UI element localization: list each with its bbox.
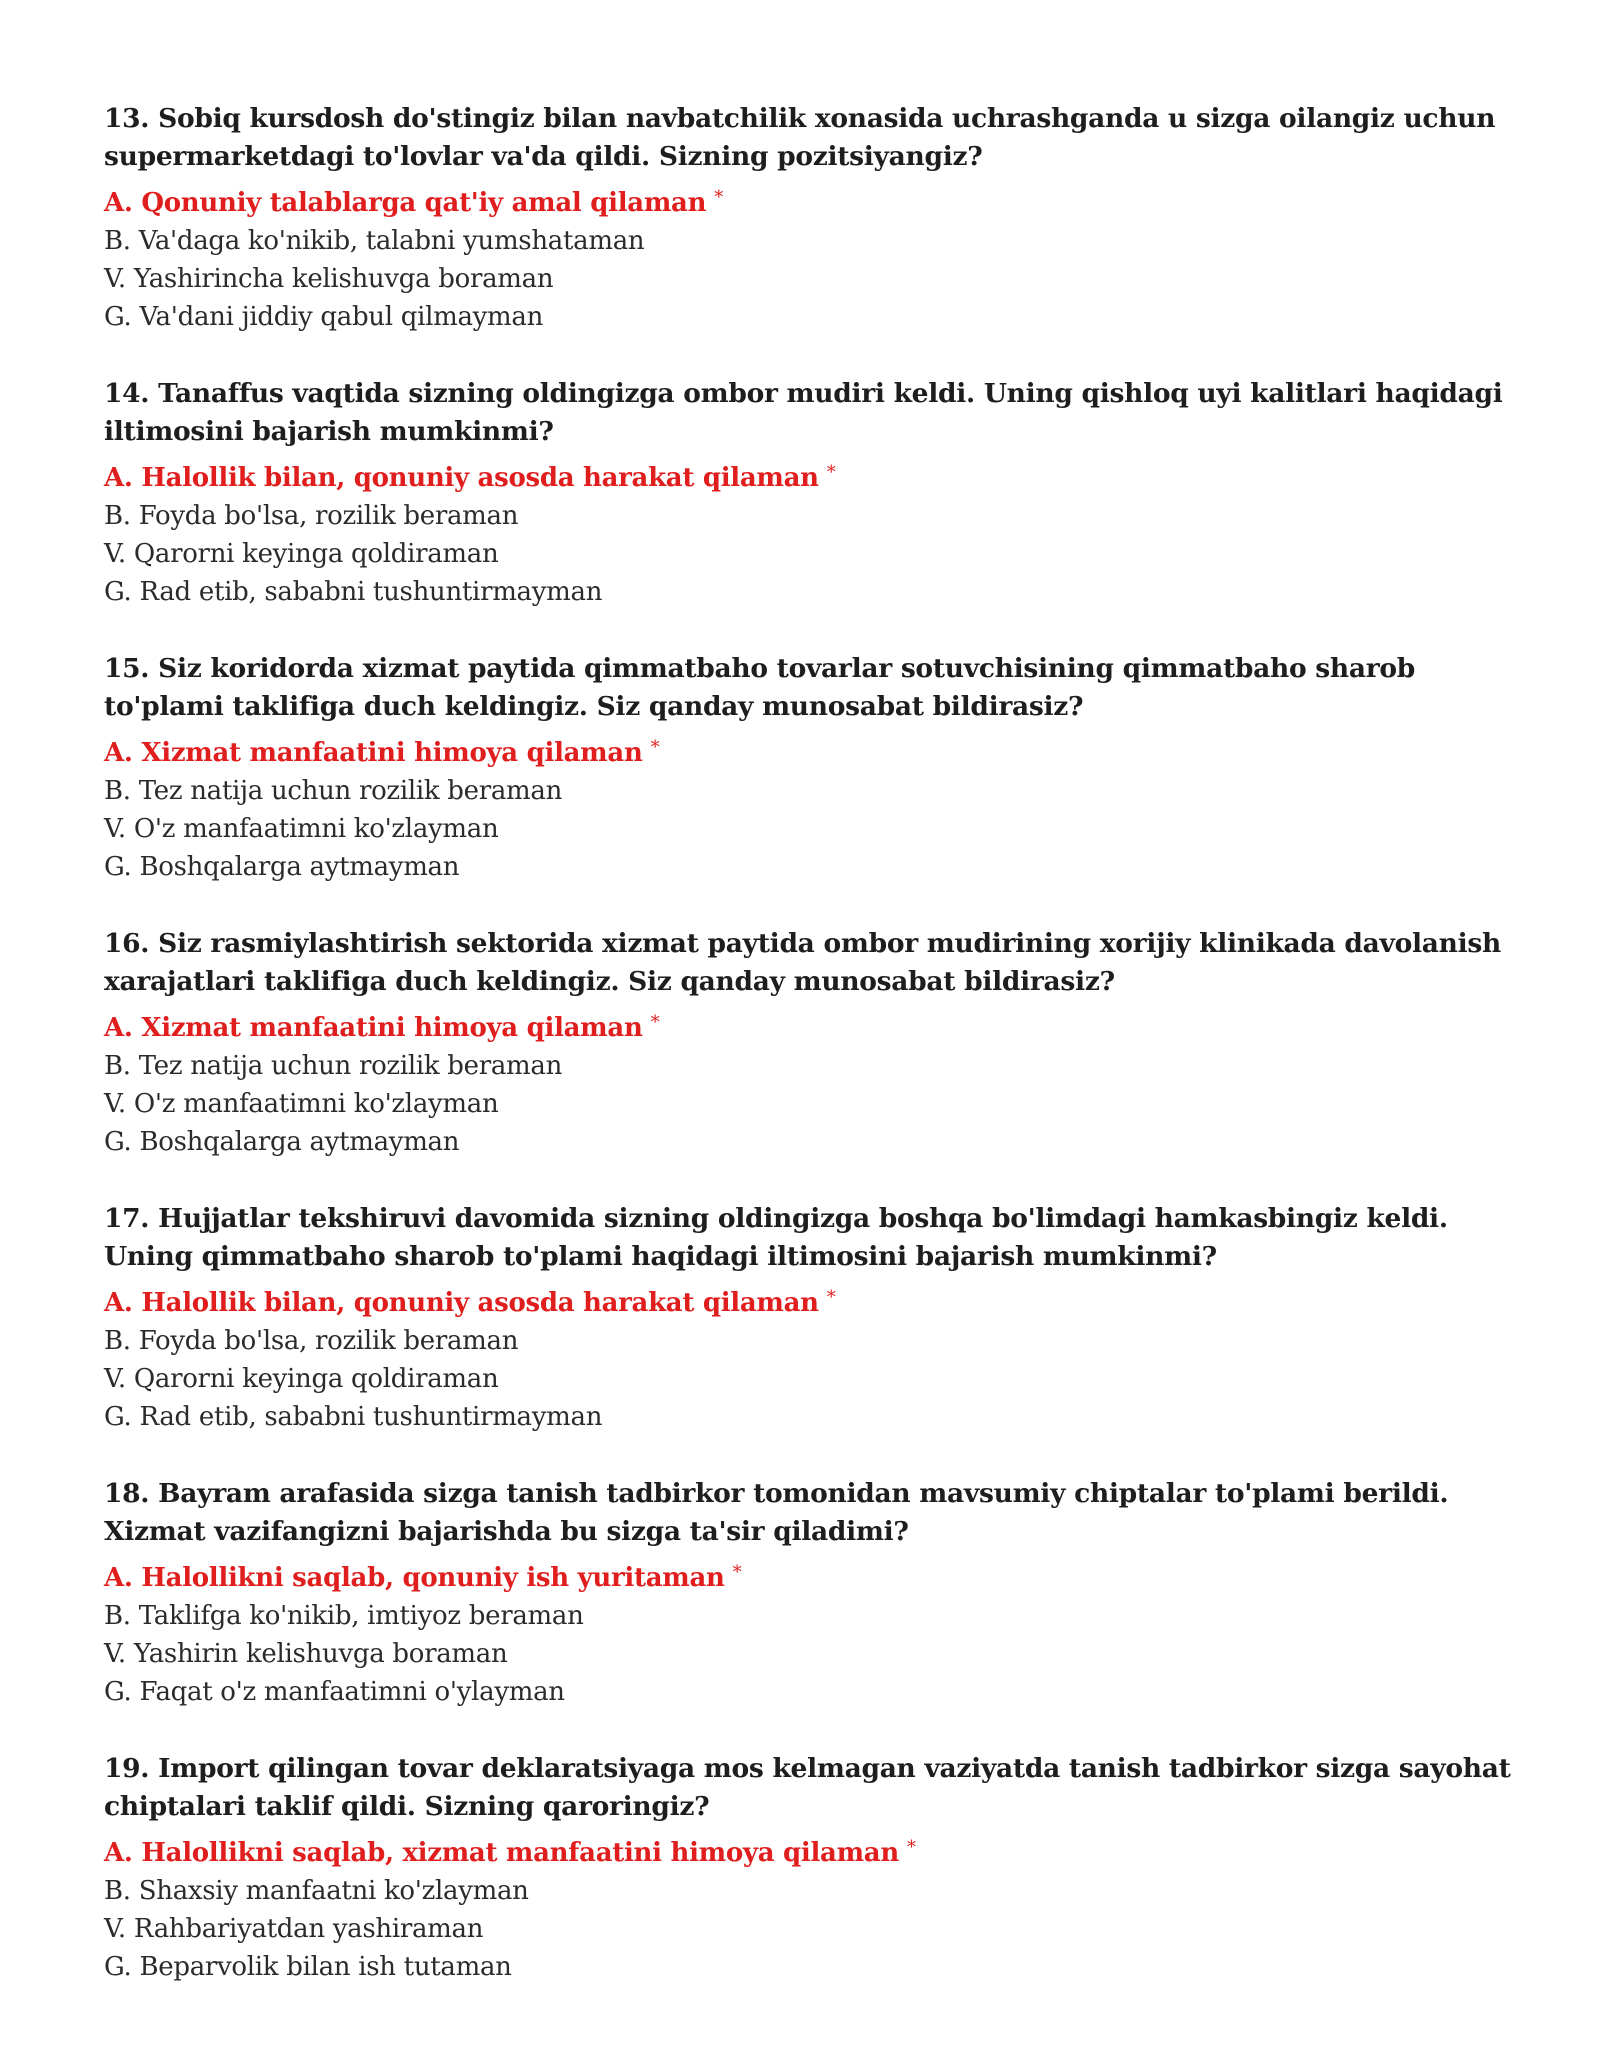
correct-mark: * [826,462,836,483]
answer-option-g: G. Rad etib, sababni tushuntirmayman [104,1402,603,1432]
answer-option-v: V. Yashirin kelishuvga boraman [104,1639,508,1669]
quiz-page [104,100,1524,2025]
answer-option-g: G. Rad etib, sababni tushuntirmayman [104,577,603,607]
answer-option-b: B. Tez natija uchun rozilik beraman [104,1051,563,1081]
correct-mark: * [826,1287,836,1308]
answer-option-v: V. O'z manfaatimni ko'zlayman [104,1089,499,1119]
correct-answer [104,1279,1524,1322]
question-text: 17. Hujjatlar tekshiruvi davomida sizning oldingizga boshqa bo'limdagi hamkasbingiz keldi. Uning qimmatbaho sharob to'plami haqidagi iltimosini bajarish mumkinmi? [104,1203,1448,1272]
correct-mark: * [650,737,660,758]
answer-option-g: G. Faqat o'z manfaatimni o'ylayman [104,1677,565,1707]
answer-option-b: B. Foyda bo'lsa, rozilik beraman [104,1326,519,1356]
answer-label: A. Halollikni saqlab, xizmat manfaatini himoya qilaman [104,1838,899,1868]
correct-mark: * [714,187,723,208]
answer-option-b: B. Tez natija uchun rozilik beraman [104,776,563,806]
question-14 [104,375,1524,611]
question-16 [104,925,1524,1161]
correct-answer [104,1004,1524,1047]
question-15 [104,650,1524,886]
answer-option-b: B. Va'daga ko'nikib, talabni yumshataman [104,226,645,256]
question-text: 14. Tanaffus vaqtida sizning oldingizga ombor mudiri keldi. Uning qishloq uyi kalitlari haqidagi iltimosini bajarish mumkinmi? [104,378,1503,447]
correct-answer [104,179,1524,222]
answer-option-v: V. Qarorni keyinga qoldiraman [104,539,499,569]
answer-option-g: G. Boshqalarga aytmayman [104,1127,460,1157]
correct-answer [104,1829,1524,1872]
correct-answer [104,1554,1524,1597]
answer-option-g: G. Va'dani jiddiy qabul qilmayman [104,302,544,332]
answer-option-v: V. Qarorni keyinga qoldiraman [104,1364,499,1394]
answer-option-b: B. Foyda bo'lsa, rozilik beraman [104,501,519,531]
correct-mark: * [732,1562,742,1583]
answer-label: A. Xizmat manfaatini himoya qilaman [104,1013,643,1043]
answer-label: A. Halollik bilan, qonuniy asosda harakat qilaman [104,1288,819,1318]
question-text: 16. Siz rasmiylashtirish sektorida xizmat paytida ombor mudirining xorijiy klinikada davolanish xarajatlari taklifiga duch keldingiz. Siz qanday munosabat bildirasiz? [104,928,1501,997]
correct-answer [104,729,1524,772]
answer-option-g: G. Boshqalarga aytmayman [104,852,460,882]
answer-option-b: B. Taklifga ko'nikib, imtiyoz beraman [104,1601,584,1631]
answer-label: A. Halollik bilan, qonuniy asosda harakat qilaman [104,463,819,493]
question-17 [104,1200,1524,1436]
question-18 [104,1475,1524,1711]
answer-option-v: V. Rahbariyatdan yashiraman [104,1914,484,1944]
question-19 [104,1750,1524,1986]
question-13 [104,100,1524,336]
question-text: 13. Sobiq kursdosh do'stingiz bilan navbatchilik xonasida uchrashganda u sizga oilangiz uchun supermarketdagi to'lovlar va'da qildi. Sizning pozitsiyangiz? [104,103,1496,172]
answer-label: A. Halollikni saqlab, qonuniy ish yuritaman [104,1563,725,1593]
question-text: 19. Import qilingan tovar deklaratsiyaga mos kelmagan vaziyatda tanish tadbirkor sizga sayohat chiptalari taklif qildi. Sizning qaroringiz? [104,1753,1511,1822]
answer-option-v: V. Yashirincha kelishuvga boraman [104,264,554,294]
answer-option-v: V. O'z manfaatimni ko'zlayman [104,814,499,844]
answer-option-g: G. Beparvolik bilan ish tutaman [104,1952,512,1982]
question-text: 15. Siz koridorda xizmat paytida qimmatbaho tovarlar sotuvchisining qimmatbaho sharob to'plami taklifiga duch keldingiz. Siz qanday munosabat bildirasiz? [104,653,1416,722]
correct-mark: * [906,1837,916,1858]
correct-mark: * [650,1012,660,1033]
answer-label: A. Xizmat manfaatini himoya qilaman [104,738,643,768]
correct-answer [104,454,1524,497]
question-text: 18. Bayram arafasida sizga tanish tadbirkor tomonidan mavsumiy chiptalar to'plami berildi. Xizmat vazifangizni bajarishda bu sizga ta'sir qiladimi? [104,1478,1449,1547]
answer-label: A. Qonuniy talablarga qat'iy amal qilaman [104,188,707,218]
answer-option-b: B. Shaxsiy manfaatni ko'zlayman [104,1876,529,1906]
